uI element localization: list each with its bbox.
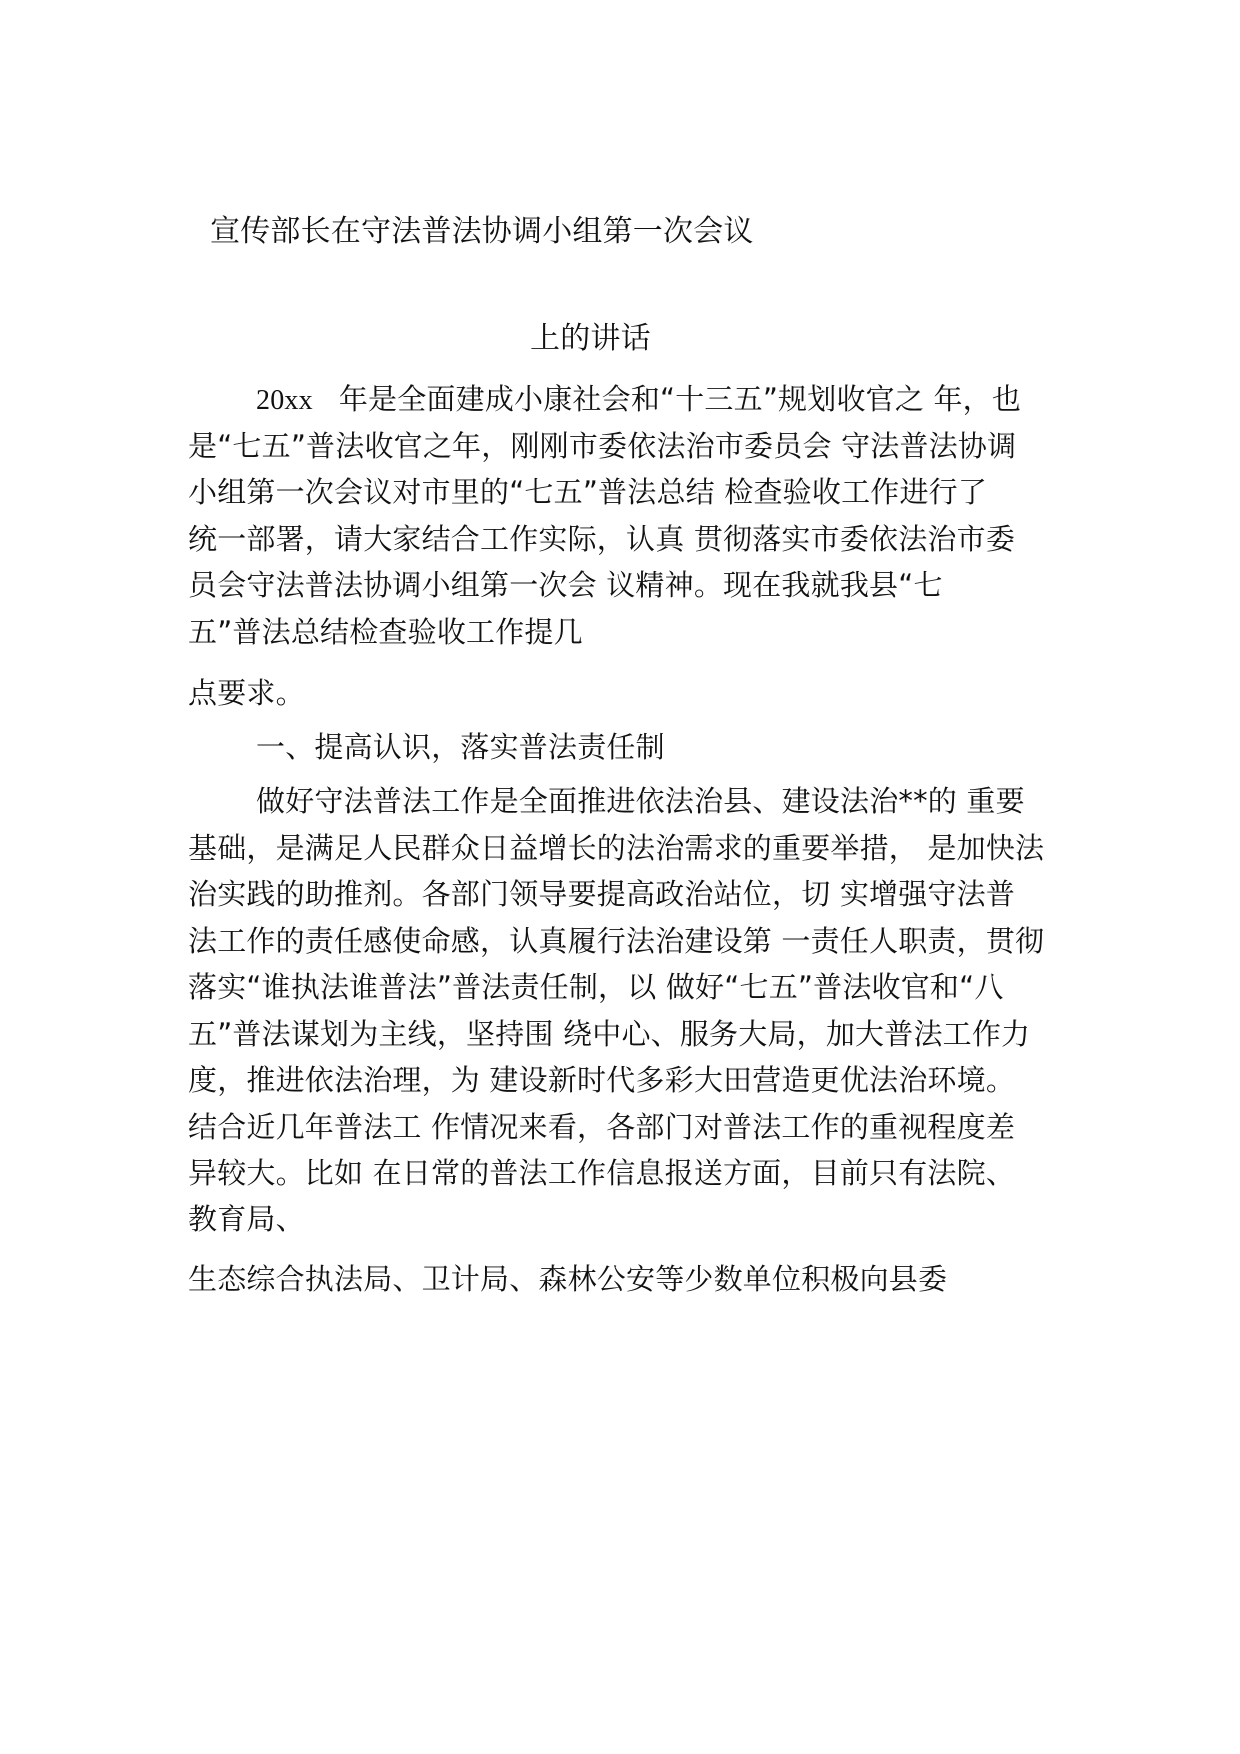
paragraph-2-line-8: 结合近几年普法工 作情况来看，各部门对普法工作的重视程度差 <box>188 1110 1016 1144</box>
paragraph-2-line-10: 教育局、 <box>188 1202 305 1236</box>
title-line-1: 宣传部长在守法普法协调小组第一次会议 <box>210 214 754 249</box>
paragraph-1-line-2: 是“七五”普法收官之年，刚刚市委依法治市委员会 守法普法协调 <box>188 429 1017 463</box>
paragraph-1-line-6: 五”普法总结检查验收工作提几 <box>188 615 583 649</box>
paragraph-2-line-6: 五”普法谋划为主线，坚持围 绕中心、服务大局，加大普法工作力 <box>188 1017 1031 1051</box>
paragraph-2-line-1: 做好守法普法工作是全面推进依法治县、建设法治**的 重要 <box>256 784 1025 818</box>
paragraph-1-line-7: 点要求。 <box>188 676 305 710</box>
title-line-2: 上的讲话 <box>530 321 651 356</box>
paragraph-2-line-5: 落实“谁执法谁普法”普法责任制，以 做好“七五”普法收官和“八 <box>188 970 1004 1004</box>
paragraph-2-line-7: 度，推进依法治理，为 建设新时代多彩大田营造更优法治环境。 <box>188 1063 1016 1097</box>
paragraph-2-line-9: 异较大。比如 在日常的普法工作信息报送方面，目前只有法院、 <box>188 1156 1016 1190</box>
paragraph-2-line-2: 基础，是满足人民群众日益增长的法治需求的重要举措， 是加快法 <box>188 831 1045 865</box>
section-heading-1: 一、提高认识，落实普法责任制 <box>256 730 665 764</box>
year-text: 20xx <box>256 385 313 416</box>
paragraph-1-line-5: 员会守法普法协调小组第一次会 议精神。现在我就我县“七 <box>188 568 943 602</box>
paragraph-1-line-1-text: 年是全面建成小康社会和“十三五”规划收官之 年，也 <box>338 382 1022 416</box>
paragraph-1-line-1 <box>256 382 1021 418</box>
paragraph-1-line-4: 统一部署，请大家结合工作实际，认真 贯彻落实市委依法治市委 <box>188 522 1016 556</box>
paragraph-1-line-3: 小组第一次会议对市里的“七五”普法总结 检查验收工作进行了 <box>188 475 988 509</box>
paragraph-2-line-11: 生态综合执法局、卫计局、森林公安等少数单位积极向县委 <box>188 1262 948 1296</box>
paragraph-2-line-3: 治实践的助推剂。各部门领导要提高政治站位，切 实增强守法普 <box>188 877 1016 911</box>
paragraph-2-line-4: 法工作的责任感使命感，认真履行法治建设第 一责任人职责，贯彻 <box>188 924 1045 958</box>
